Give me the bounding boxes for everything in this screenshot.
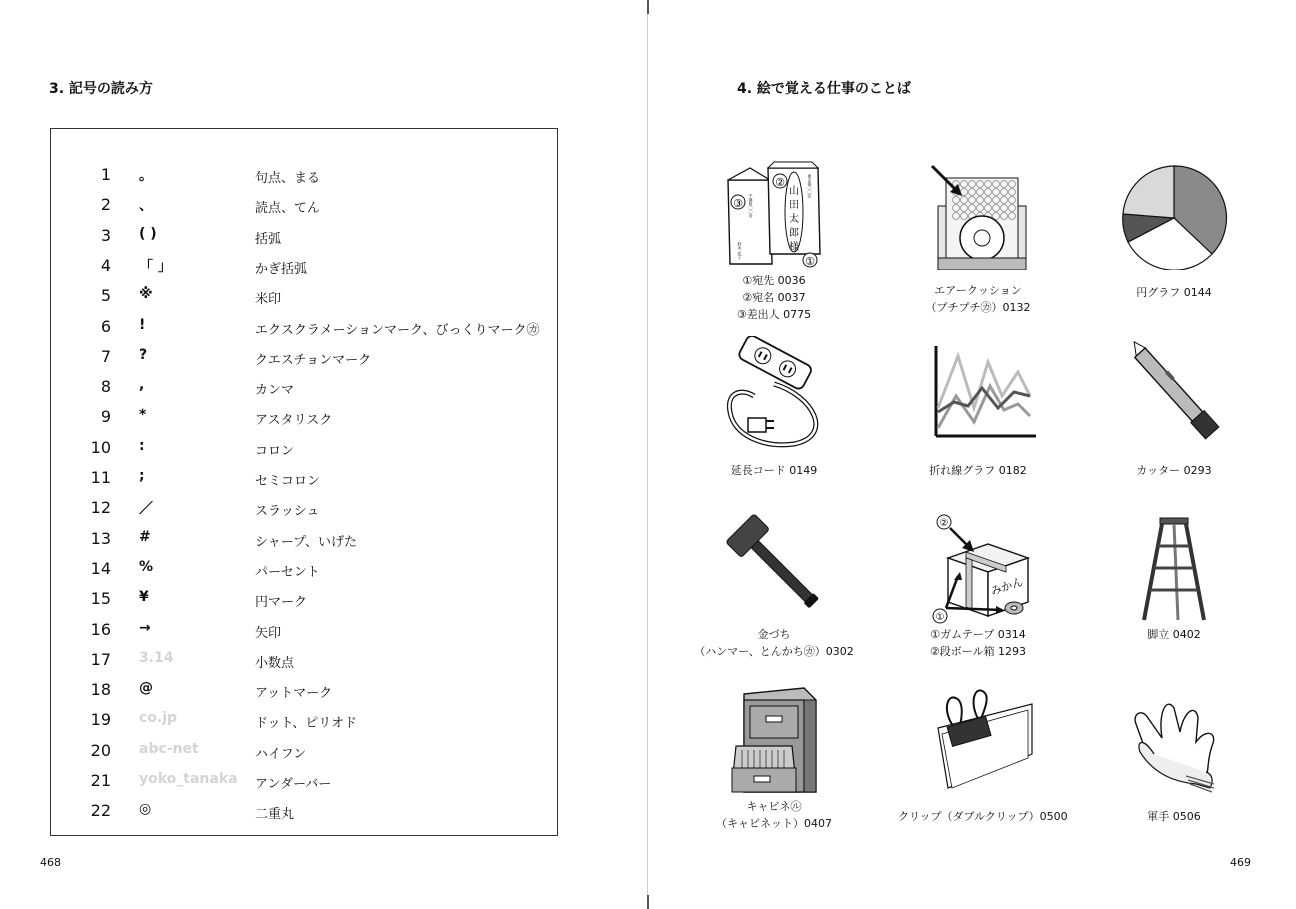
symbol-number: 2 (100, 195, 111, 215)
box-label-text: みかん (989, 575, 1025, 598)
symbol-reading: 句点、まる (255, 171, 321, 186)
symbol-row (51, 553, 559, 583)
item-caption: 脚立 0402 (1147, 628, 1201, 641)
envelope-name-char-2: 田 (789, 200, 799, 211)
symbol-row (51, 401, 559, 431)
envelope-label-3: ③ (733, 197, 743, 210)
page-number: 468 (40, 856, 61, 869)
symbol-glyph: ( ) (139, 225, 157, 242)
symbol-number: 1 (100, 165, 111, 184)
envelope-name-char-1: 山 (789, 186, 799, 197)
symbol-row (51, 220, 559, 250)
caption-line: 金づち (757, 628, 791, 641)
item-caption: クリップ（ダブルクリップ）0500 (898, 810, 1068, 823)
item-caption: 延長コード 0149 (730, 464, 818, 477)
symbol-glyph: co.jp (139, 710, 178, 727)
symbol-reading: 読点、てん (255, 201, 321, 217)
symbol-table (50, 128, 558, 836)
caption-line: （キャビネット）0407 (716, 817, 832, 830)
symbol-glyph: ※ (139, 286, 153, 303)
envelope-name-char-3: 太 (789, 214, 799, 225)
symbol-number: 6 (100, 316, 111, 336)
symbol-number: 13 (90, 528, 111, 548)
item-line-graph (898, 336, 1058, 479)
symbol-number: 16 (90, 619, 111, 639)
symbol-number: 11 (90, 468, 111, 487)
item-caption: 軍手 0506 (1147, 810, 1201, 823)
envelope-icon (714, 158, 834, 270)
symbol-number: 18 (90, 680, 111, 700)
section-title-symbols: 3. 記号の読み方 (49, 81, 153, 97)
symbol-reading: パーセント (255, 564, 320, 580)
item-hammer (694, 512, 854, 660)
symbol-reading: 円マーク (255, 595, 308, 611)
item-caption (898, 282, 1058, 316)
left-page (0, 0, 647, 909)
item-caption: 折れ線グラフ 0182 (929, 464, 1027, 477)
symbol-reading: 小数点 (255, 655, 295, 671)
caption-line: ②宛名 0037 (742, 291, 806, 304)
symbol-row (51, 614, 559, 644)
symbol-row (51, 765, 559, 795)
envelope-name-char-4: 郎 (789, 228, 799, 239)
binder-clip-icon (918, 684, 1038, 796)
symbol-number: 9 (100, 407, 111, 427)
caption-line: ①ガムテープ 0314 (930, 628, 1026, 641)
symbol-row (51, 583, 559, 613)
envelope-label-2: ② (775, 176, 785, 189)
symbol-number: 10 (90, 437, 111, 457)
symbol-glyph: 。 (139, 168, 153, 184)
symbol-glyph: ; (139, 468, 145, 484)
symbol-row (51, 189, 559, 219)
cabinet-icon (714, 684, 834, 796)
symbol-reading: シャープ、いげた (255, 534, 358, 550)
symbol-reading: ハイフン (255, 746, 307, 762)
symbol-reading: かぎ括弧 (255, 261, 308, 277)
symbol-number: 14 (90, 558, 111, 578)
symbol-row (51, 250, 559, 280)
box-label-1: ① (935, 612, 945, 623)
symbol-reading: 括弧 (255, 231, 282, 247)
symbol-reading: 二重丸 (255, 807, 295, 823)
symbol-row (51, 371, 559, 401)
symbol-glyph: 3.14 (139, 649, 174, 666)
item-caption (694, 798, 854, 832)
item-cabinet (694, 684, 854, 832)
symbol-reading: セミコロン (255, 474, 321, 489)
item-caption: カッター 0293 (1136, 464, 1212, 477)
pie-chart-icon (1114, 158, 1234, 270)
caption-line: ①宛先 0036 (742, 274, 806, 287)
symbol-number: 22 (90, 801, 111, 821)
symbol-number: 21 (90, 771, 111, 790)
symbol-number: 4 (100, 255, 111, 275)
item-cardboard-box (898, 512, 1058, 660)
symbol-row (51, 280, 559, 310)
caption-line: ③差出人 0775 (736, 308, 812, 321)
symbol-reading: カンマ (255, 383, 295, 399)
item-caption (898, 626, 1058, 660)
right-page (648, 0, 1296, 909)
symbol-reading: ドット、ピリオド (255, 716, 358, 732)
symbol-glyph: % (139, 558, 154, 575)
symbol-number: 8 (100, 377, 111, 397)
symbol-glyph: 「 」 (139, 258, 172, 275)
bubble-wrap-icon (918, 158, 1038, 270)
symbol-reading: アットマーク (255, 686, 333, 702)
symbol-glyph: ／ (139, 501, 153, 518)
symbol-glyph: ¥ (139, 589, 149, 606)
line-graph-icon (918, 336, 1038, 448)
symbol-row (51, 159, 559, 189)
symbol-reading: エクスクラメーションマーク、びっくりマーク㋕ (255, 322, 540, 338)
symbol-row (51, 523, 559, 553)
symbol-glyph: yoko_tanaka (139, 771, 238, 787)
cutter-knife-icon (1114, 336, 1234, 448)
symbol-reading: 矢印 (255, 625, 282, 641)
symbol-glyph: ? (139, 346, 148, 363)
item-bubble-wrap (898, 158, 1058, 316)
extension-cord-icon (714, 336, 834, 448)
symbol-reading: スラッシュ (255, 504, 320, 520)
section-title-work-words: 4. 絵で覚える仕事のことば (737, 81, 911, 97)
symbol-reading: アスタリスク (255, 413, 333, 429)
item-work-gloves (1094, 684, 1254, 825)
symbol-number: 5 (100, 286, 111, 306)
symbol-row (51, 644, 559, 674)
item-caption: 円グラフ 0144 (1136, 286, 1212, 299)
caption-line: エアークッション (934, 284, 1022, 297)
symbol-glyph: @ (139, 680, 153, 697)
symbol-glyph: ! (139, 316, 146, 333)
cardboard-box-icon (918, 512, 1038, 624)
envelope-name-char-5: 様 (789, 242, 799, 253)
symbol-row (51, 704, 559, 734)
symbol-reading: コロン (255, 443, 295, 459)
caption-line: ②段ボール箱 1293 (929, 645, 1027, 658)
work-gloves-icon (1114, 684, 1234, 796)
symbol-number: 20 (90, 740, 111, 760)
envelope-sender-address: 千葉県〇〇市 (748, 194, 754, 218)
stepladder-icon (1114, 512, 1234, 624)
symbol-number: 3 (100, 225, 111, 245)
symbol-glyph: # (139, 528, 151, 545)
symbol-number: 15 (90, 589, 111, 609)
envelope-sender-name: 鈴木 花子 (737, 242, 743, 260)
symbol-glyph: 、 (139, 198, 153, 215)
symbol-row (51, 341, 559, 371)
symbol-number: 7 (100, 346, 111, 366)
page-number: 469 (1230, 856, 1251, 869)
symbol-glyph: → (139, 619, 151, 636)
symbol-row (51, 492, 559, 522)
item-envelope (694, 158, 854, 323)
envelope-label-1: ① (805, 255, 815, 268)
symbol-glyph: : (139, 437, 145, 454)
symbol-row (51, 432, 559, 462)
envelope-address: 東京都〇〇区 (807, 174, 813, 198)
caption-line: キャビネ㋸ (746, 800, 802, 813)
symbol-reading: クエスチョンマーク (255, 352, 372, 368)
item-extension-cord (694, 336, 854, 479)
symbol-reading: 米印 (255, 292, 282, 308)
item-caption (694, 272, 854, 323)
symbol-row (51, 311, 559, 341)
symbol-number: 12 (90, 498, 111, 518)
hammer-icon (714, 512, 834, 624)
symbol-glyph: ◎ (139, 801, 152, 818)
box-label-2: ② (939, 518, 949, 529)
symbol-row (51, 735, 559, 765)
item-stepladder (1094, 512, 1254, 643)
symbol-glyph: * (139, 407, 147, 424)
symbol-glyph: , (139, 377, 145, 394)
caption-line: （ハンマー、とんかち㋕）0302 (694, 645, 854, 658)
symbol-number: 17 (90, 649, 111, 669)
symbol-row (51, 674, 559, 704)
item-binder-clip (898, 684, 1068, 825)
item-cutter-knife (1094, 336, 1254, 479)
caption-line: （プチプチ㋕）0132 (925, 301, 1031, 314)
item-pie-chart (1094, 158, 1254, 301)
item-caption (694, 626, 854, 660)
symbol-number: 19 (90, 710, 111, 730)
symbol-row (51, 462, 559, 492)
symbol-glyph: abc-net (139, 740, 199, 757)
symbol-row (51, 795, 559, 825)
symbol-reading: アンダーバー (255, 777, 332, 792)
